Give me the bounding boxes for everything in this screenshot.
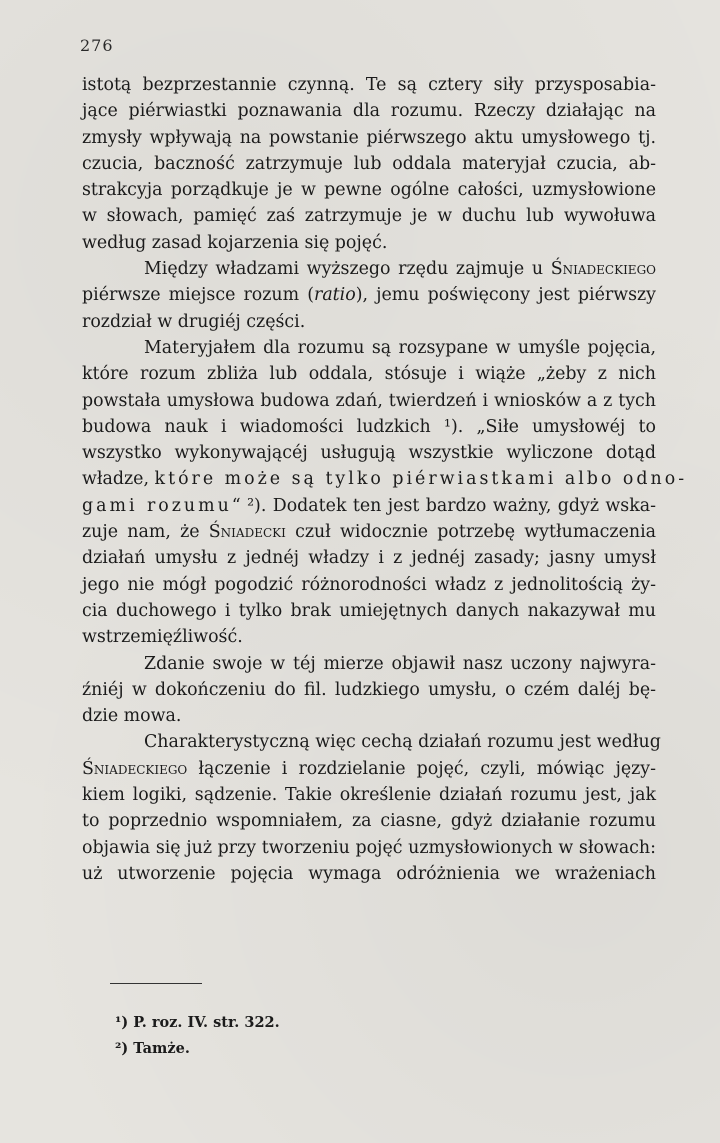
body-text <box>82 72 688 887</box>
text-line: zuje nam, że Śniadecki czuł widocznie potrzebę wytłumaczenia <box>82 522 656 543</box>
text-line: budowa nauk i wiadomości ludzkich ¹). „Siłe umysłowéj to <box>82 416 656 437</box>
text-line: Śniadeckiego łączenie i rozdzielanie pojęć, czyli, mówiąc języ- <box>82 758 656 779</box>
text-line: Charakterystyczną więc cechą działań rozumu jest według <box>144 732 661 753</box>
author-name: Śniadecki <box>208 522 286 543</box>
text-line: kiem logiki, sądzenie. Takie określenie działań rozumu jest, jak <box>82 785 656 806</box>
text-line: które rozum zbliża lub oddala, stósuje i wiąże „żeby z nich <box>82 364 656 385</box>
text-line: Między władzami wyższego rzędu zajmuje u Śniadeckiego <box>144 259 656 280</box>
text-line: to poprzednio wspomniałem, za ciasne, gdyż działanie rozumu <box>82 811 656 832</box>
text-line: wszystko wykonywającéj usługują wszystkie wyliczone dotąd <box>82 443 656 464</box>
text-line: dzie mowa. <box>82 706 182 727</box>
text-line: powstała umysłowa budowa zdań, twierdzeń i wniosków a z tych <box>82 390 656 411</box>
text-line: objawia się już przy tworzeniu pojęć uzmysłowionych w słowach: <box>82 837 656 858</box>
text-line: według zasad kojarzenia się pojęć. <box>82 232 388 253</box>
footnotes <box>115 1010 280 1062</box>
paragraph-4 <box>82 651 656 730</box>
page-number: 276 <box>80 36 114 55</box>
paragraph-1 <box>82 72 656 256</box>
text-line: jące piérwiastki poznawania dla rozumu. Rzeczy działając na <box>82 101 656 122</box>
text-line: władze, które może są tylko piérwiastkami albo odno- <box>82 469 688 490</box>
text-line: Materyjałem dla rozumu są rozsypane w umyśle pojęcia, <box>144 337 656 358</box>
text-line: w słowach, pamięć zaś zatrzymuje je w duchu lub wywołuwa <box>82 206 656 227</box>
emphasized-quote: gami rozumu <box>82 495 232 516</box>
text-line: zmysły wpływają na powstanie piérwszego aktu umysłowego tj. <box>82 127 656 148</box>
text-line: działań umysłu z jednéj władzy i z jednéj zasady; jasny umysł <box>82 548 656 569</box>
footnote-divider <box>110 983 202 984</box>
emphasized-quote: które może są tylko piérwiastkami albo odno- <box>154 469 688 490</box>
text-line: uż utworzenie pojęcia wymaga odróżnienia we wrażeniach <box>82 863 656 884</box>
text-line: rozdział w drugiéj części. <box>82 311 306 332</box>
text-line: źniéj w dokończeniu do fil. ludzkiego umysłu, o czém daléj bę- <box>82 679 656 700</box>
latin-term: ratio <box>314 285 356 306</box>
paragraph-5 <box>82 729 661 887</box>
text-line: jego nie mógł pogodzić różnorodności władz z jednolitością ży- <box>82 574 656 595</box>
text-line: cia duchowego i tylko brak umiejętnych danych nakazywał mu <box>82 600 656 621</box>
text-line: strakcyja porządkuje je w pewne ogólne całości, uzmysłowione <box>82 180 656 201</box>
author-name: Śniadeckiego <box>550 259 656 280</box>
text-line: wstrzemięźliwość. <box>82 627 243 648</box>
text-line: istotą bezprzestannie czynną. Te są cztery siły przysposabia- <box>82 75 656 95</box>
text-line: Zdanie swoje w téj mierze objawił nasz uczony najwyra- <box>144 653 656 674</box>
footnote-2: ²) Tamże. <box>115 1040 190 1057</box>
text-line: czucia, baczność zatrzymuje lub oddala materyjał czucia, ab- <box>82 153 656 174</box>
text-line: piérwsze miejsce rozum (ratio), jemu poświęcony jest piérwszy <box>82 285 657 306</box>
author-name: Śniadeckiego <box>82 758 188 779</box>
paragraph-2 <box>82 256 656 335</box>
paragraph-3 <box>82 335 688 651</box>
text-line: gami rozumu“ ²). Dodatek ten jest bardzo ważny, gdyż wska- <box>82 495 657 516</box>
footnote-1: ¹) P. roz. IV. str. 322. <box>115 1014 280 1031</box>
